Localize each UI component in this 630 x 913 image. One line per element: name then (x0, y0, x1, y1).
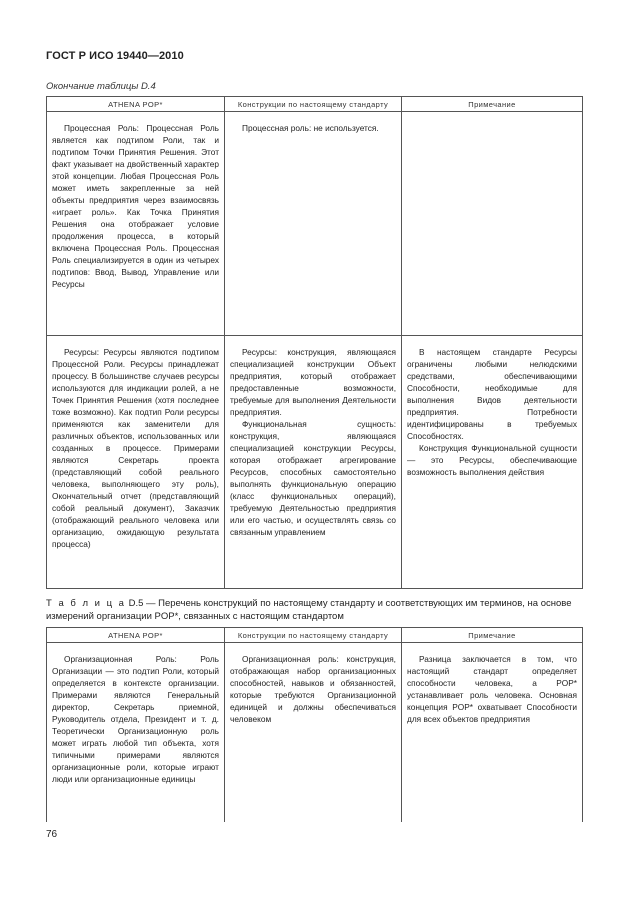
table-cell: Процессная Роль: Процессная Роль является как подтипом Роли, так и подтипом Точки Принятия Решения. Этот факт указывает на двойственный характер этой концепции. Любая Процессная Роль может иметь закрепленные за ней объекты предприятия через взаимосвязь «играет роль». Как Точка Принятия Решения она отображает условие продолжения процесса, в который включена Процессная Роль. Процессная Роль специализируется в один из четырех подтипов: Ввод, Вывод, Управление или Ресурсы (47, 119, 225, 335)
column-header-constructs: Конструкции по настоящему стандарту (225, 628, 402, 643)
table-d4-caption: Окончание таблицы D.4 (46, 81, 156, 92)
table-cell: Ресурсы: конструкция, являющаяся специализацией конструкции Объект предприятия, который отображает предоставленные возможности, требуемые для выполнения Деятельности предприятия. Функциональная сущность: конструкция, являющаяся специализацией конструкции Ресурсы, которая отображает агрегирование Ресурсов, способных самостоятельно выполнять функциональную операцию (класс функциональных операций), требуемую Деятельностью предприятия или его частью, и осуществлять связь со связанным управлением (225, 343, 402, 589)
table-cell: Разница заключается в том, что настоящий стандарт определяет способности человека, а POP* устанавливает роль человека. Основная концепция POP* охватывает Способности для всех объектов предприятия (402, 650, 583, 822)
table-cell: Процессная роль: не используется. (225, 119, 402, 335)
table-row (47, 119, 583, 335)
table-cell: Организационная Роль: Роль Организации — это подтип Роли, который определяется в контексте организации. Примерами являются Генеральный директор, Секретарь приемной, Руководитель отдела, Президент и т. д. Теоретически Организационную роль может играть любой тип объекта, хотя типичными примерами являются организационные роли, которые играют люди или организационные единицы (47, 650, 225, 822)
column-header-athena: ATHENA POP* (47, 628, 225, 643)
table-row (47, 650, 583, 822)
table-cell: В настоящем стандарте Ресурсы ограничены любыми нелюдскими средствами, обеспечивающими Способности, необходимые для выполнения Видов деятельности предприятия. Потребности идентифицированы в требуемых Способностях. Конструкция Функциональной сущности — это Ресурсы, обеспечивающие возможность выполнения действия (402, 343, 583, 589)
table-d4 (46, 96, 583, 589)
document-header: ГОСТ Р ИСО 19440—2010 (46, 50, 184, 62)
page-number: 76 (46, 829, 58, 840)
table-cell: Организационная роль: конструкция, отображающая набор организационных способностей, навыков и обязанностей, которые требуются Организационной единицей и должны обеспечиваться человеком (225, 650, 402, 822)
table-d5 (46, 627, 583, 822)
table-header-row (47, 97, 583, 112)
column-header-note: Примечание (402, 628, 583, 643)
table-cell: Ресурсы: Ресурсы являются подтипом Процессной Роли. Ресурсы принадлежат процессу. В большинстве случаев ресурсы используются для индикации ролей, а не Точек Принятия Решения (хотя последнее тоже возможно). Как подтип Роли ресурсы применяются как заменители для различных объектов, использованных или созданных в процессе. Примерами являются Секретарь проекта (представляющий собой реального человека, выполняющего эту роль), Окончательный отчет (представляющий собой реальный документ), Заказчик (отображающий реального человека или организацию, ожидающую результата процесса) (47, 343, 225, 589)
table-header-row (47, 628, 583, 643)
column-header-constructs: Конструкции по настоящему стандарту (225, 97, 402, 112)
column-header-athena: ATHENA POP* (47, 97, 225, 112)
table-cell (402, 119, 583, 335)
table-row (47, 343, 583, 589)
table-d5-caption: Т а б л и ц а D.5 — Перечень конструкций по настоящему стандарту и соответствующих им терминов, на основе измерений организации POP*, связанных с настоящим стандартом (46, 598, 572, 622)
column-header-note: Примечание (402, 97, 583, 112)
